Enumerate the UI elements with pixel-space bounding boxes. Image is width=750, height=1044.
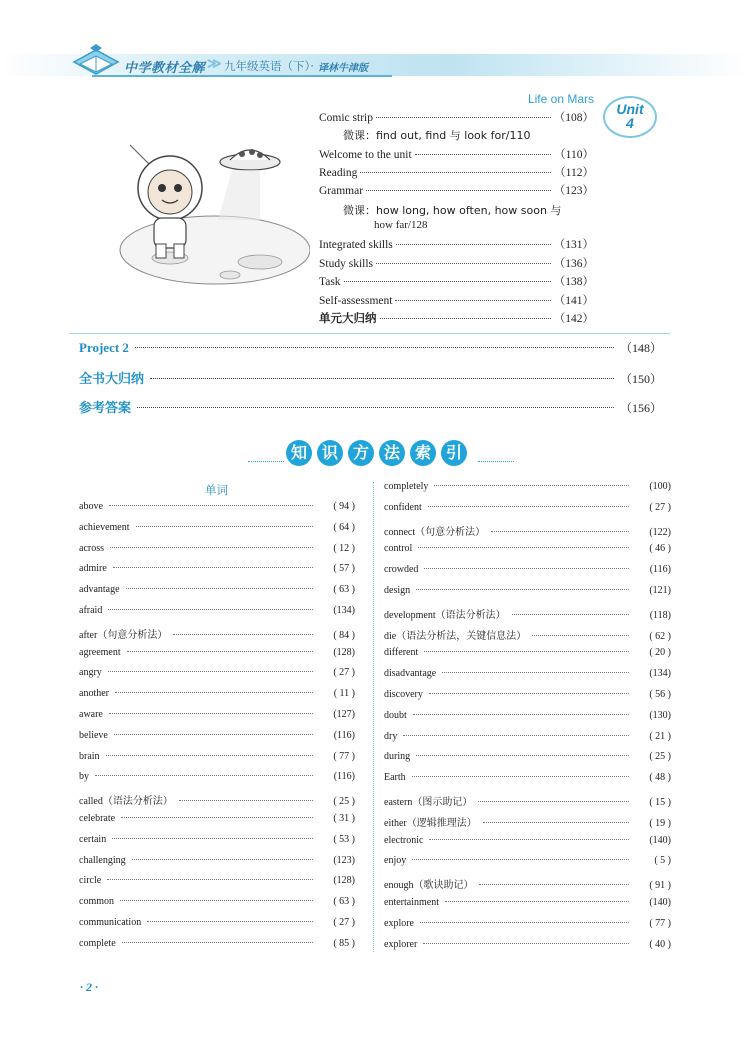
index-page: ( 85 ) [333, 937, 355, 949]
dot-leader [424, 651, 629, 652]
index-word: circle [79, 875, 102, 887]
brand-title: 中学教材全解 [124, 61, 206, 76]
section-label: 参考答案 [79, 401, 132, 416]
index-entry[interactable] [79, 896, 355, 912]
index-entry[interactable] [384, 543, 671, 559]
index-page: ( 25 ) [649, 751, 671, 763]
index-word: enough（歌诀助记） [384, 880, 474, 892]
section-label: 全书大归纳 [79, 372, 145, 387]
toc-page: （141） [553, 295, 594, 307]
index-word: explore [384, 917, 414, 929]
index-page: (140) [649, 897, 671, 908]
index-page: ( 12 ) [333, 542, 355, 554]
index-entry[interactable] [384, 564, 671, 580]
unit-title: Life on Mars [527, 92, 594, 106]
toc-page: （110） [554, 149, 594, 161]
dot-leader [418, 547, 629, 548]
dot-leader [479, 884, 629, 885]
index-entry[interactable] [384, 710, 671, 726]
dot-leader [108, 671, 313, 672]
index-word: during [384, 751, 411, 763]
book-logo-icon [70, 42, 122, 80]
index-entry[interactable] [79, 792, 355, 808]
index-entry[interactable] [384, 876, 671, 892]
index-page: ( 27 ) [333, 917, 355, 928]
dot-leader [429, 693, 629, 694]
dot-leader [107, 879, 313, 880]
dot-leader [442, 672, 629, 673]
index-word: crowded [384, 564, 419, 576]
unit-badge [603, 96, 657, 138]
toc-page: （138） [553, 276, 594, 288]
index-page: ( 91 ) [649, 880, 671, 892]
toc-row-self-assessment[interactable] [319, 292, 594, 310]
unit-badge-number: 4 [626, 115, 634, 131]
index-word: completely [384, 481, 429, 492]
dot-leader [344, 281, 551, 282]
dot-leader [424, 568, 629, 569]
index-entry[interactable] [384, 585, 671, 601]
index-page: ( 46 ) [649, 543, 671, 555]
dot-leader [136, 526, 313, 527]
index-entry[interactable] [384, 751, 671, 767]
index-entry[interactable] [384, 772, 671, 788]
index-word: celebrate [79, 813, 116, 824]
index-page: ( 20 ) [649, 647, 671, 659]
dot-leader [423, 943, 629, 944]
toc-label: Task [319, 276, 341, 288]
dot-leader [360, 172, 551, 173]
dot-leader [376, 263, 551, 264]
page-number: · 2 · [80, 980, 98, 994]
dot-leader [416, 589, 629, 590]
dot-leader [420, 922, 629, 923]
dot-leader [412, 859, 629, 860]
dot-leader [483, 822, 629, 823]
index-word: design [384, 585, 411, 596]
index-entry[interactable] [79, 501, 355, 517]
index-entry[interactable] [384, 481, 671, 497]
unit-badge-word: Unit [616, 101, 644, 117]
index-page: (116) [333, 729, 355, 741]
index-entry[interactable] [79, 563, 355, 579]
index-word: across [79, 542, 104, 554]
toc-row-welcome[interactable] [319, 146, 594, 164]
index-entry[interactable] [384, 689, 671, 705]
dot-leader [120, 900, 313, 901]
index-page: ( 11 ) [333, 688, 355, 700]
index-page: ( 53 ) [333, 833, 355, 845]
index-word: doubt [384, 709, 407, 721]
toc-row-reading[interactable] [319, 164, 594, 182]
index-entry[interactable] [79, 667, 355, 683]
dot-leader [478, 801, 629, 802]
index-page: ( 27 ) [649, 501, 671, 513]
index-entry[interactable] [79, 688, 355, 704]
dot-leader [413, 714, 629, 715]
dot-leader [512, 614, 629, 615]
dot-leader [428, 506, 629, 507]
toc-page: （142） [553, 313, 594, 325]
toc-label: Study skills [319, 258, 374, 270]
banner-char: 索 [410, 440, 436, 466]
index-page: (116) [649, 564, 671, 576]
astronaut-illustration [110, 140, 310, 290]
toc-page: （112） [554, 167, 594, 179]
index-entry[interactable] [384, 793, 671, 809]
index-page: (130) [649, 709, 671, 721]
toc-row-book-summary[interactable] [79, 368, 662, 388]
index-page: (116) [333, 771, 355, 783]
toc-label: Integrated skills [319, 239, 393, 251]
dot-leader [122, 942, 313, 943]
dot-leader [106, 755, 313, 756]
index-word: advantage [79, 584, 120, 596]
index-page: ( 84 ) [333, 629, 355, 641]
index-entry[interactable] [79, 543, 355, 559]
toc-row-grammar[interactable] [319, 182, 594, 200]
index-word: confident [384, 501, 422, 513]
index-page: ( 15 ) [649, 797, 671, 808]
index-word: certain [79, 833, 107, 845]
index-page: (128) [333, 646, 355, 658]
dot-leader [429, 839, 629, 840]
toc-row-integrated-skills[interactable] [319, 236, 594, 254]
index-page: ( 48 ) [649, 772, 671, 784]
index-page: (118) [649, 609, 671, 621]
index-page: ( 63 ) [333, 896, 355, 908]
dot-leader [150, 378, 614, 379]
dot-leader [108, 609, 313, 610]
section-label: Project 2 [79, 340, 129, 355]
index-entry[interactable] [79, 751, 355, 767]
index-entry[interactable] [384, 835, 671, 851]
index-entry[interactable] [384, 731, 671, 747]
index-page: ( 77 ) [649, 917, 671, 929]
banner-char: 知 [286, 440, 312, 466]
index-entry[interactable] [79, 605, 355, 621]
index-entry[interactable] [384, 627, 671, 643]
dot-leader [147, 921, 313, 922]
index-entry[interactable] [384, 502, 671, 518]
index-word: believe [79, 729, 108, 741]
index-word: aware [79, 709, 103, 720]
dot-leader [434, 485, 629, 486]
index-entry[interactable] [79, 709, 355, 725]
index-word: Earth [384, 772, 406, 784]
index-word: discovery [384, 689, 423, 700]
section-divider [70, 333, 670, 334]
dot-leader [376, 117, 551, 118]
index-entry[interactable] [384, 647, 671, 663]
dot-leader [114, 734, 313, 735]
index-page: (140) [649, 834, 671, 846]
toc-label: Grammar [319, 185, 364, 197]
index-page: ( 19 ) [649, 817, 671, 829]
index-page: ( 27 ) [333, 667, 355, 679]
index-page: (121) [649, 585, 671, 596]
micro-lesson-note: 微课：find out, find 与 look for/110 [343, 129, 531, 142]
index-word: complete [79, 937, 116, 949]
banner-line-left [248, 461, 284, 462]
index-word: dry [384, 730, 398, 742]
index-word: control [384, 543, 413, 555]
dot-leader [173, 634, 313, 635]
micro-lesson-note: 微课：how long, how often, how soon 与 [343, 204, 562, 217]
dot-leader [127, 651, 313, 652]
dot-leader [112, 838, 313, 839]
dot-leader [126, 588, 313, 589]
index-entry[interactable] [384, 668, 671, 684]
index-word: after（句意分析法） [79, 629, 168, 641]
dot-leader [135, 347, 614, 348]
index-entry[interactable] [79, 938, 355, 954]
index-page: (122) [649, 526, 671, 538]
index-page: ( 64 ) [333, 521, 355, 533]
toc-label: Reading [319, 167, 358, 179]
banner-char: 法 [379, 440, 405, 466]
dot-leader [412, 776, 629, 777]
dot-leader [95, 775, 313, 776]
toc-row-task[interactable] [319, 273, 594, 291]
index-entry[interactable] [79, 522, 355, 538]
index-entry[interactable] [79, 875, 355, 891]
index-word: another [79, 688, 109, 700]
dot-leader [396, 244, 551, 245]
dot-leader [110, 547, 313, 548]
toc-page: （108） [553, 112, 594, 124]
index-page: ( 62 ) [649, 630, 671, 642]
banner-char: 引 [441, 440, 467, 466]
index-page: (128) [333, 875, 355, 887]
toc-row-unit-summary[interactable] [319, 310, 594, 328]
index-word: by [79, 771, 89, 783]
toc-page: （131） [553, 239, 594, 251]
index-word: above [79, 501, 103, 512]
dot-leader [445, 901, 629, 902]
index-word: different [384, 647, 419, 659]
dot-leader [179, 800, 313, 801]
dot-leader [532, 635, 629, 636]
index-word: disadvantage [384, 668, 437, 680]
index-entry[interactable] [79, 834, 355, 850]
index-entry[interactable] [79, 855, 355, 871]
index-page: ( 25 ) [333, 796, 355, 808]
index-word: die（语法分析法，关键信息法） [384, 630, 527, 642]
dot-leader [416, 755, 629, 756]
index-word: eastern（图示助记） [384, 797, 473, 808]
book-subtitle: 九年级英语（下）· [224, 59, 314, 73]
toc-label: Comic strip [319, 112, 373, 124]
index-page: ( 31 ) [333, 813, 355, 824]
index-word: either（逻辑推理法） [384, 817, 477, 829]
index-word: entertainment [384, 897, 439, 908]
index-page: ( 40 ) [649, 938, 671, 950]
index-word: brain [79, 750, 100, 762]
toc-row-project-2[interactable] [79, 339, 662, 359]
index-entry[interactable] [79, 771, 355, 787]
chevron-icon: ≫ [207, 57, 222, 72]
toc-page: （136） [553, 258, 594, 270]
toc-label: Welcome to the unit [319, 149, 412, 161]
index-entry[interactable] [79, 917, 355, 933]
index-heading: 单词 [205, 483, 228, 497]
index-page: (100) [649, 481, 671, 492]
banner-char: 识 [317, 440, 343, 466]
micro-lesson-note-cont: how far/128 [374, 219, 428, 231]
index-page: (123) [333, 854, 355, 866]
index-entry[interactable] [384, 814, 671, 830]
index-page: ( 21 ) [649, 730, 671, 742]
index-word: achievement [79, 521, 130, 533]
index-word: challenging [79, 854, 126, 866]
column-divider [373, 482, 374, 952]
index-entry[interactable] [384, 606, 671, 622]
index-entry[interactable] [79, 730, 355, 746]
index-word: explorer [384, 938, 418, 950]
index-page: (127) [333, 709, 355, 720]
index-word: development（语法分析法） [384, 609, 506, 621]
toc-page: （123） [553, 185, 594, 197]
index-page: (134) [333, 605, 355, 616]
index-page: ( 63 ) [333, 584, 355, 596]
toc-row-answers[interactable] [79, 397, 662, 417]
index-page: ( 57 ) [333, 563, 355, 575]
dot-leader [109, 713, 313, 714]
dot-leader [403, 735, 629, 736]
index-entry[interactable] [79, 647, 355, 663]
edition-label: 译林牛津版 [318, 63, 368, 74]
index-entry[interactable] [79, 813, 355, 829]
index-entry[interactable] [384, 939, 671, 955]
index-page: ( 56 ) [649, 689, 671, 700]
index-entry[interactable] [384, 918, 671, 934]
toc-row-study-skills[interactable] [319, 255, 594, 273]
index-page: ( 77 ) [333, 750, 355, 762]
index-word: communication [79, 917, 142, 928]
banner-char: 方 [348, 440, 374, 466]
index-page: ( 94 ) [333, 501, 355, 512]
dot-leader [132, 859, 313, 860]
index-page: ( 5 ) [654, 855, 671, 867]
index-entry[interactable] [79, 626, 355, 642]
toc-row-comic-strip[interactable] [319, 109, 594, 127]
index-word: connect（句意分析法） [384, 526, 486, 538]
toc-label: Self-assessment [319, 295, 393, 307]
section-page: （148） [619, 341, 662, 355]
section-page: （156） [619, 401, 662, 415]
index-word: angry [79, 667, 102, 679]
index-word: agreement [79, 646, 121, 658]
dot-leader [380, 318, 551, 319]
dot-leader [366, 190, 551, 191]
index-entry[interactable] [384, 523, 671, 539]
banner-line-right [478, 461, 514, 462]
index-entry[interactable] [384, 855, 671, 871]
dot-leader [115, 692, 313, 693]
dot-leader [109, 505, 313, 506]
dot-leader [137, 407, 614, 408]
dot-leader [491, 531, 629, 532]
index-word: common [79, 896, 114, 908]
index-word: admire [79, 563, 107, 575]
index-word: called（语法分析法） [79, 796, 173, 808]
index-entry[interactable] [384, 897, 671, 913]
index-word: enjoy [384, 855, 407, 867]
index-page: (134) [649, 668, 671, 680]
index-word: electronic [384, 834, 424, 846]
toc-label: 单元大归纳 [319, 311, 377, 325]
index-entry[interactable] [79, 584, 355, 600]
section-page: （150） [619, 372, 662, 386]
index-word: afraid [79, 605, 103, 616]
dot-leader [113, 567, 313, 568]
dot-leader [415, 154, 552, 155]
dot-leader [121, 817, 313, 818]
dot-leader [395, 300, 550, 301]
